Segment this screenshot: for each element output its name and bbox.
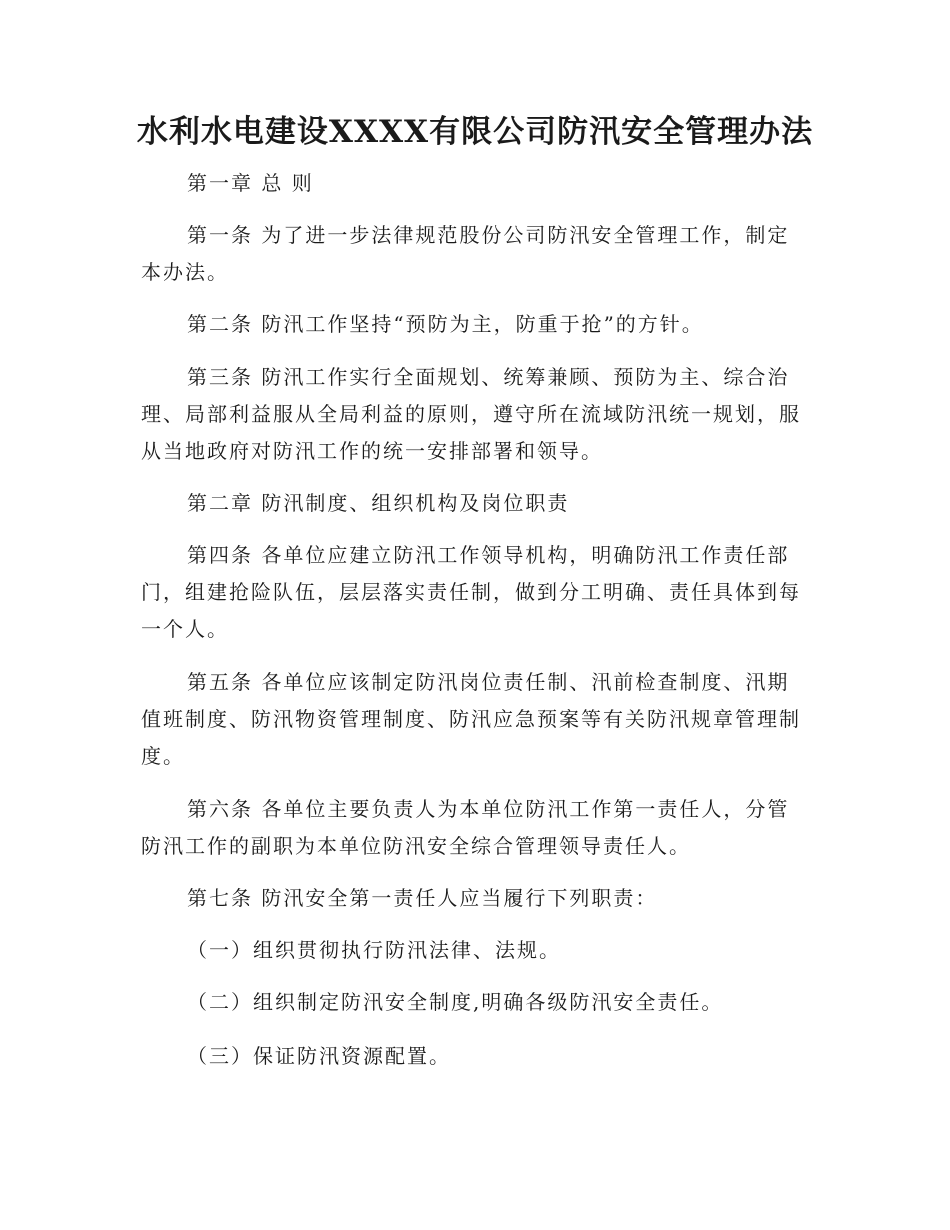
duty-item-2: （二）组织制定防汛安全制度,明确各级防汛安全责任。 xyxy=(187,990,724,1014)
article-7: 第七条 防汛安全第一责任人应当履行下列职责： xyxy=(187,886,658,910)
chapter-heading-2: 第二章 防汛制度、组织机构及岗位职责 xyxy=(187,491,570,515)
document-title: 水利水电建设XXXX有限公司防汛安全管理办法 xyxy=(136,114,814,150)
duty-item-3: （三）保证防汛资源配置。 xyxy=(187,1044,451,1068)
duty-item-1: （一）组织贯彻执行防汛法律、法规。 xyxy=(187,938,561,962)
article-3: 第三条 防汛工作实行全面规划、统筹兼顾、预防为主、综合治理、局部利益服从全局利益的原则，遵守所在流域防汛统一规划，服从当地政府对防汛工作的统一安排部署和领导。 xyxy=(141,365,801,463)
article-5: 第五条 各单位应该制定防汛岗位责任制、汛前检查制度、汛期值班制度、防汛物资管理制度、防汛应急预案等有关防汛规章管理制度。 xyxy=(141,670,801,768)
chapter-heading-1: 第一章 总 则 xyxy=(187,171,314,195)
article-2: 第二条 防汛工作坚持“预防为主，防重于抢”的方针。 xyxy=(187,312,704,336)
article-4: 第四条 各单位应建立防汛工作领导机构，明确防汛工作责任部门，组建抢险队伍，层层落实责任制，做到分工明确、责任具体到每一个人。 xyxy=(141,543,801,641)
article-6: 第六条 各单位主要负责人为本单位防汛工作第一责任人，分管防汛工作的副职为本单位防汛安全综合管理领导责任人。 xyxy=(141,797,790,858)
article-1: 第一条 为了进一步法律规范股份公司防汛安全管理工作，制定本办法。 xyxy=(141,223,790,284)
